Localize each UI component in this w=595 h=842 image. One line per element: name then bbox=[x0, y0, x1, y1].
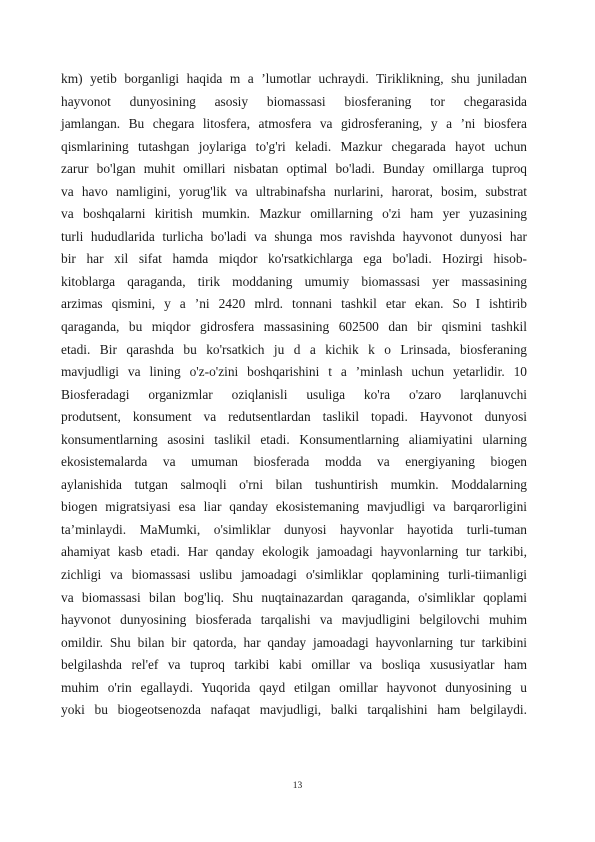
text-line: bir har xil sifat hamda miqdor ko'rsatkichlarga ega bo'ladi. Hozirgi hisob- bbox=[61, 251, 527, 267]
text-line: belgilashda rel'ef va tuproq tarkibi kabi omillar va bosliqa xususiyatlar ham bbox=[61, 657, 527, 673]
text-line: va havo namligini, yorug'lik va ultrabinafsha nurlarini, harorat, bosim, substrat bbox=[61, 183, 527, 199]
text-line: biogen migratsiyasi esa liar qanday ekosistemaning mavjudligi va barqarorligini bbox=[61, 499, 527, 515]
text-line: omildir. Shu bilan bir qatorda, har qanday jamoadagi hayvonlarning tur tarkibini bbox=[61, 634, 527, 650]
text-line: qismlarining tutashgan joylariga to'g'ri keladi. Mazkur chegarada hayot uchun bbox=[61, 138, 527, 154]
text-line: Biosferadagi organizmlar oziqlanisli usuliga ko'ra o'zaro larqlanuvchi bbox=[61, 386, 527, 402]
text-line: etadi. Bir qarashda bu ko'rsatkich ju d a kichik k o Lrinsada, biosferaning bbox=[61, 341, 527, 357]
page-number: 13 bbox=[292, 781, 303, 791]
text-line: va boshqalarni kiritish mumkin. Mazkur omillarning o'zi ham yer yuzasining bbox=[61, 206, 527, 222]
text-line: produtsent, konsument va redutsentlardan taslikil topadi. Hayvonot dunyosi bbox=[61, 409, 527, 425]
text-line: zarur bo'lgan muhit omillari nisbatan optimal bo'ladi. Bunday omillarga tuproq bbox=[61, 161, 527, 177]
text-line: konsumentlarning asosini taslikil etadi. Konsumentlarning aliamiyatini ularning bbox=[61, 431, 527, 447]
text-line: yoki bu biogeotsenozda nafaqat mavjudligi, balki tarqalishini ham belgilaydi. bbox=[61, 702, 527, 718]
text-line: kitoblarga qaraganda, tirik moddaning umumiy biomassasi yer massasining bbox=[61, 273, 527, 289]
text-line: muhim o'rin egallaydi. Yuqorida qayd etilgan omillar hayvonot dunyosining u bbox=[61, 679, 527, 695]
text-line: hayvonot dunyosining asosiy biomassasi biosferaning tor chegarasida bbox=[61, 93, 527, 109]
text-line: qaraganda, bu miqdor gidrosfera massasining 602500 dan bir qismini tashkil bbox=[61, 319, 527, 335]
text-line: km) yetib borganligi haqida m a ’lumotlar uchraydi. Tiriklikning, shu juniladan bbox=[61, 71, 527, 86]
text-line: zichligi va biomassasi uslibu jamoadagi o'simliklar qoplamining turli-tiimanligi bbox=[61, 567, 527, 583]
text-line: ahamiyat kasb etadi. Har qanday ekologik jamoadagi hayvonlarning tur tarkibi, bbox=[61, 544, 527, 560]
text-line: ta’minlaydi. MaMumki, o'simliklar dunyosi hayvonlar hayotida turli-tuman bbox=[61, 521, 527, 537]
text-line: ekosistemalarda va umuman biosferada modda va energiyaning biogen bbox=[61, 454, 527, 470]
text-line: va biomassasi bilan bog'liq. Shu nuqtainazardan qaraganda, o'simliklar qoplami bbox=[61, 589, 527, 605]
text-line: aylanishida tutgan salmoqli o'rni bilan tushuntirish mumkin. Moddalarning bbox=[61, 476, 527, 492]
body-text bbox=[61, 68, 527, 722]
text-line: arzimas qismini, y a ’ni 2420 mlrd. tonnani tashkil etar ekan. So I ishtirib bbox=[61, 296, 527, 312]
text-line: mavjudligi va lining o'z-o'zini boshqarishini t a ’minlash uchun yetarlidir. 10 bbox=[61, 364, 527, 380]
text-line: hayvonot dunyosining biosferada tarqalishi va mavjudligini belgilovchi muhim bbox=[61, 612, 527, 628]
text-line: jamlangan. Bu chegara litosfera, atmosfera va gidrosferaning, y a ’ni biosfera bbox=[61, 116, 527, 132]
text-line: turli hududlarida turlicha bo'ladi va shunga mos ravishda hayvonot dunyosi har bbox=[61, 228, 527, 244]
